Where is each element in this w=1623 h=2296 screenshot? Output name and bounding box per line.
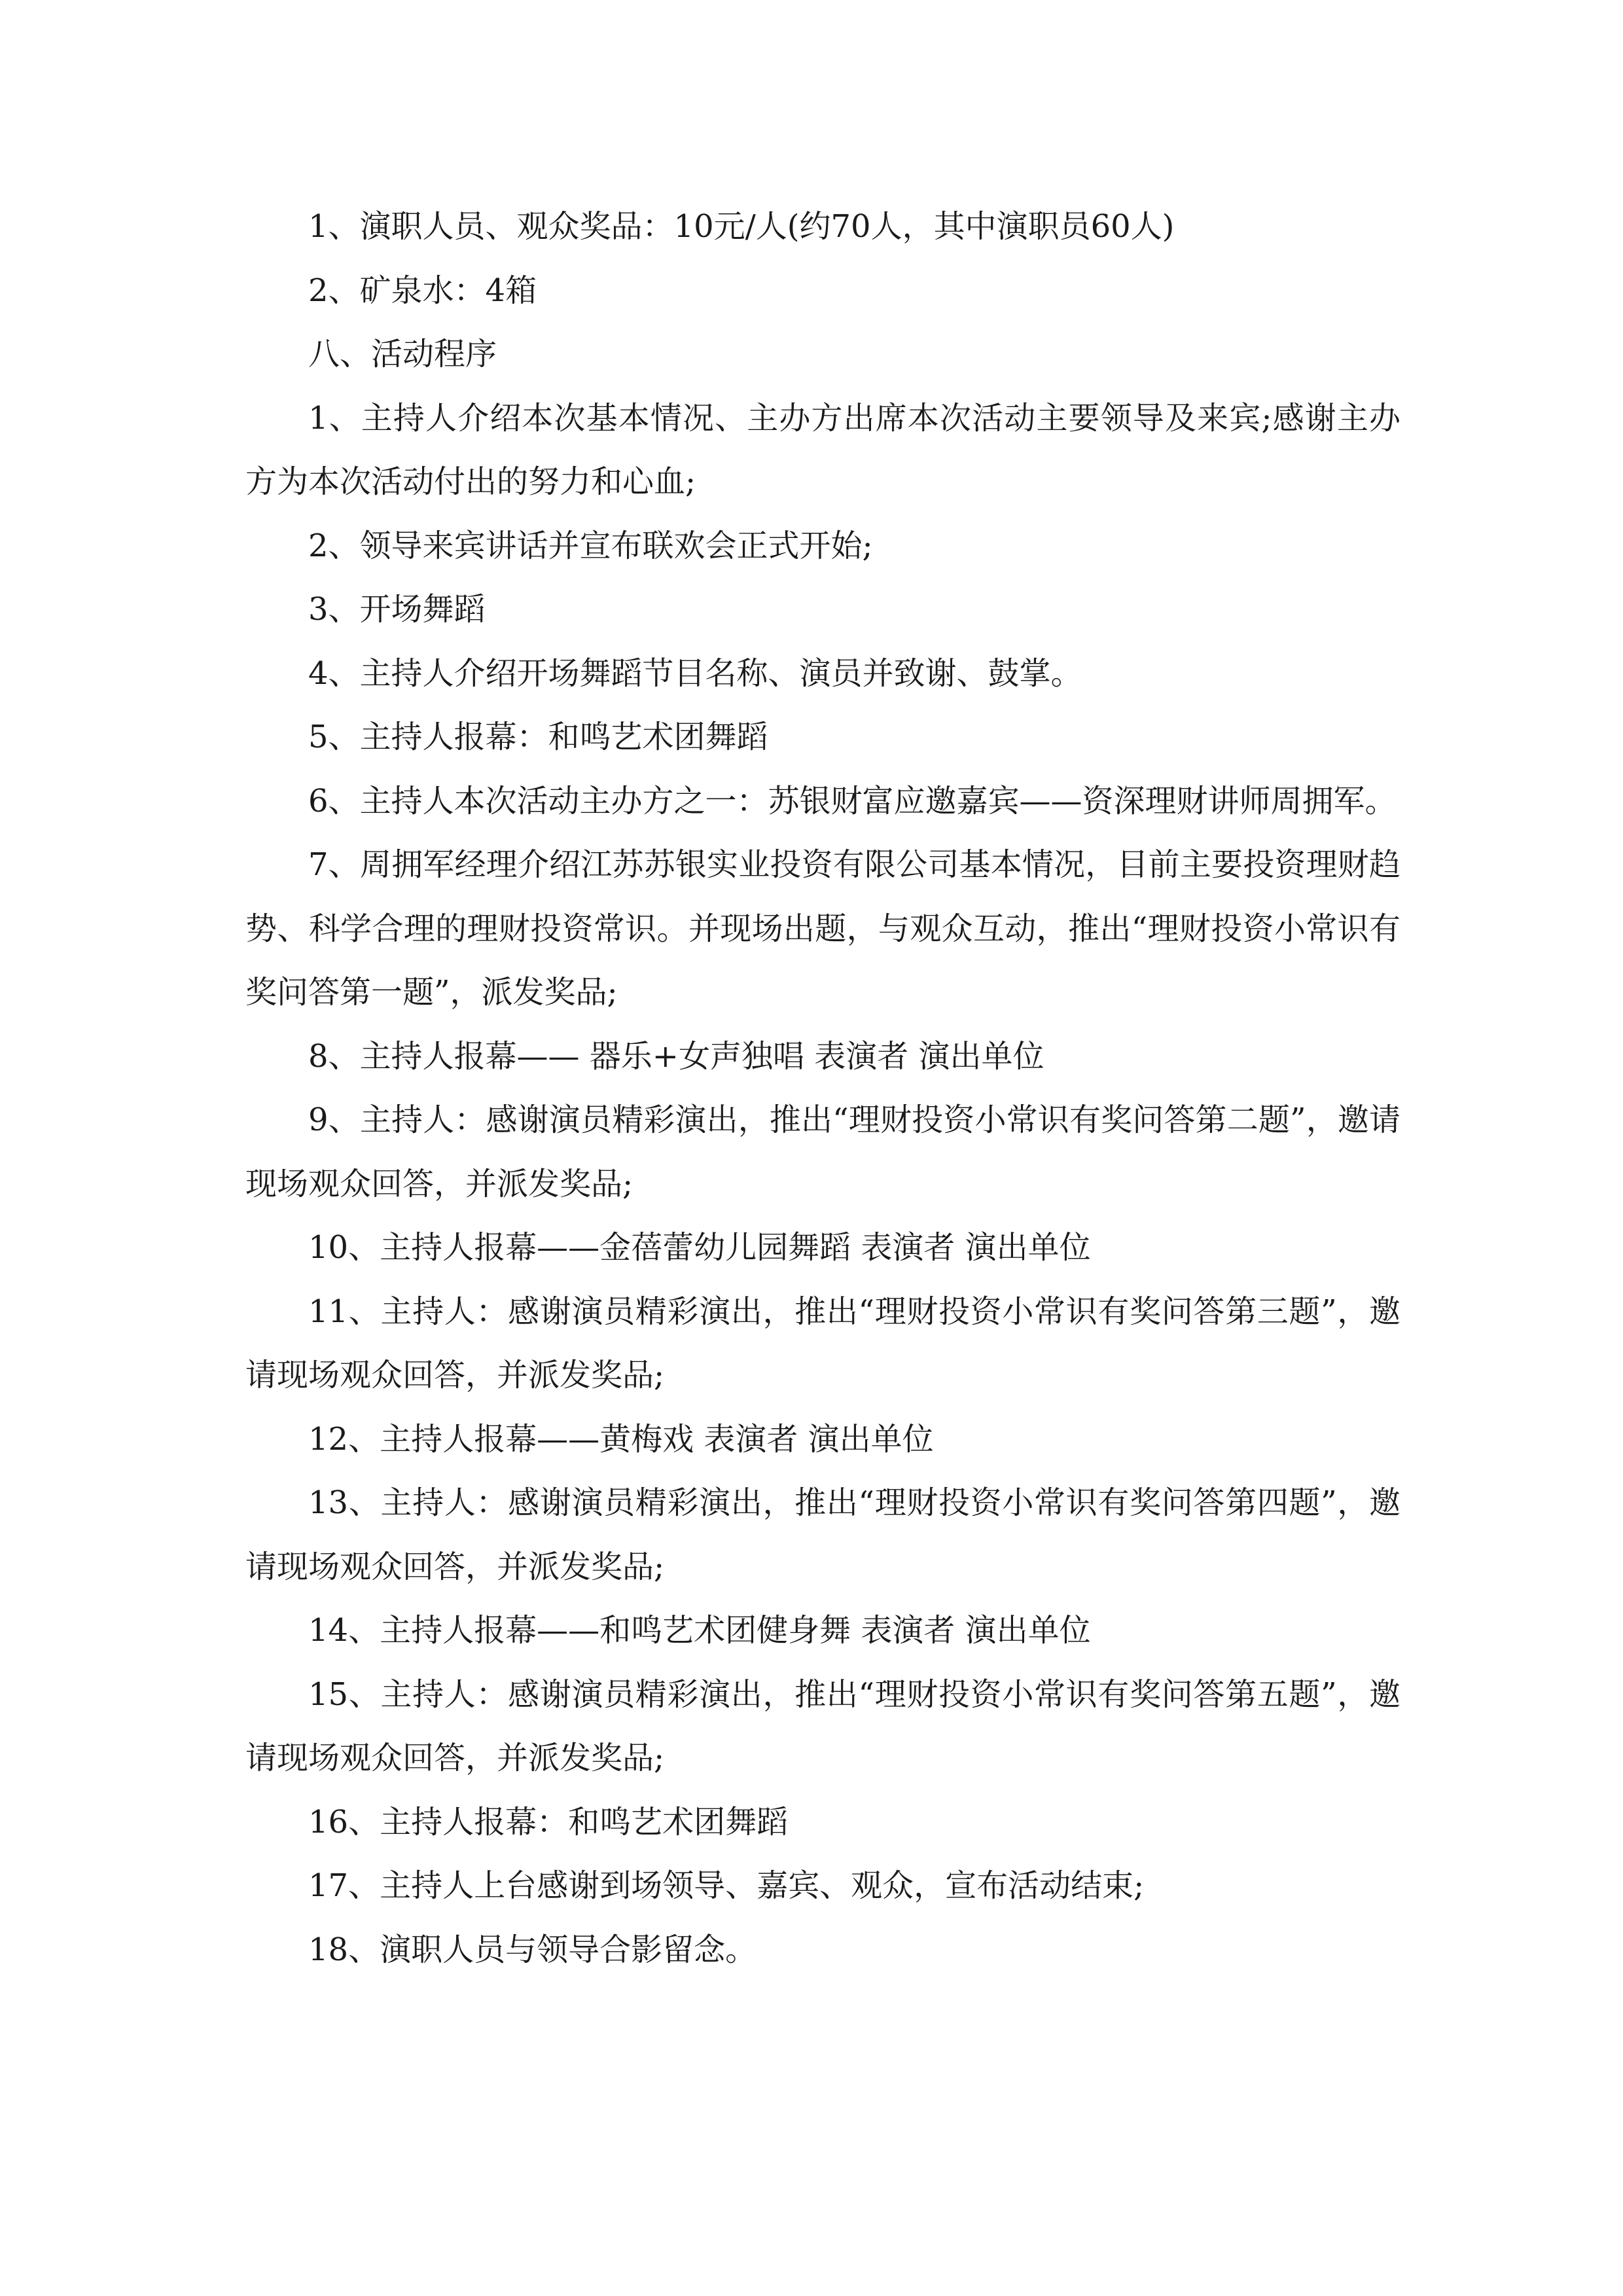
program-item-17: 17、主持人上台感谢到场领导、嘉宾、观众，宣布活动结束;	[308, 1867, 1145, 1904]
program-item-1: 1、主持人介绍本次基本情况、主办方出席本次活动主要领导及来宾;感谢主办方为本次活动付出的努力和心血;	[245, 399, 1400, 500]
program-item-16: 16、主持人报幕：和鸣艺术团舞蹈	[308, 1803, 789, 1840]
program-item-14: 14、主持人报幕——和鸣艺术团健身舞 表演者 演出单位	[308, 1612, 1091, 1649]
program-item-9: 9、主持人：感谢演员精彩演出，推出“理财投资小常识有奖问答第二题”，邀请现场观众回答，并派发奖品;	[245, 1102, 1400, 1202]
document-body	[245, 195, 1400, 1982]
program-item-11: 11、主持人：感谢演员精彩演出，推出“理财投资小常识有奖问答第三题”，邀请现场观众回答，并派发奖品;	[245, 1293, 1400, 1393]
program-item-8: 8、主持人报幕—— 器乐+女声独唱 表演者 演出单位	[308, 1037, 1044, 1075]
program-item-7: 7、周拥军经理介绍江苏苏银实业投资有限公司基本情况，目前主要投资理财趋势、科学合理的理财投资常识。并现场出题，与观众互动，推出“理财投资小常识有奖问答第一题”，派发奖品;	[245, 846, 1400, 1011]
program-item-4: 4、主持人介绍开场舞蹈节目名称、演员并致谢、鼓掌。	[308, 655, 1082, 692]
program-item-10: 10、主持人报幕——金蓓蕾幼儿园舞蹈 表演者 演出单位	[308, 1229, 1091, 1266]
program-item-5: 5、主持人报幕：和鸣艺术团舞蹈	[308, 719, 768, 755]
program-item-18: 18、演职人员与领导合影留念。	[308, 1931, 757, 1968]
paragraph-mineral-water: 2、矿泉水：4箱	[308, 272, 537, 309]
program-item-15: 15、主持人：感谢演员精彩演出，推出“理财投资小常识有奖问答第五题”，邀请现场观众回答，并派发奖品;	[245, 1676, 1400, 1776]
section-heading-program: 八、活动程序	[308, 336, 497, 372]
program-item-3: 3、开场舞蹈	[308, 591, 486, 628]
program-item-6: 6、主持人本次活动主办方之一：苏银财富应邀嘉宾——资深理财讲师周拥军。	[308, 782, 1397, 819]
program-item-13: 13、主持人：感谢演员精彩演出，推出“理财投资小常识有奖问答第四题”，邀请现场观众回答，并派发奖品;	[245, 1484, 1400, 1585]
program-item-2: 2、领导来宾讲话并宣布联欢会正式开始;	[308, 527, 873, 564]
paragraph-prize-budget: 1、演职人员、观众奖品：10元/人(约70人，其中演职员60人)	[308, 208, 1175, 245]
program-item-12: 12、主持人报幕——黄梅戏 表演者 演出单位	[308, 1420, 934, 1458]
